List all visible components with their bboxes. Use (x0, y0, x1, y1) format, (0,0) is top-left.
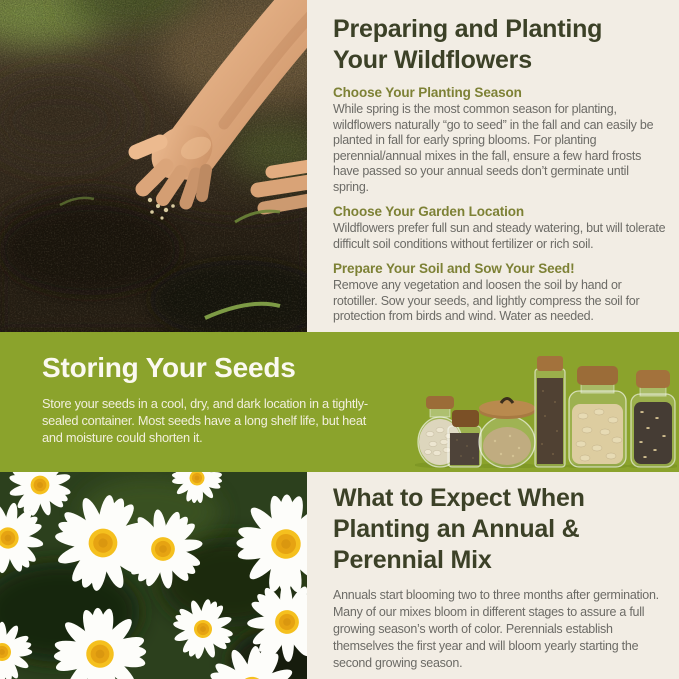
section-preparing-planting (0, 0, 679, 332)
section-storing-seeds (0, 332, 679, 472)
seed-jars-illustration (415, 336, 677, 468)
subsection-prepare-soil (333, 260, 667, 325)
cork-lid (577, 366, 618, 385)
subsection-body: While spring is the most common season for planting, wildflowers naturally “go to seed” in the fall and can easily be planted in fall for early spring blooms. For planting perennial/annual mixes in the fall, ensure a few hard frosts have passed so your annual seeds don’t germinate until spring. (333, 102, 654, 194)
jar-tan-seeds-wide (479, 399, 535, 469)
cork-lid (636, 370, 670, 388)
photo-hand-sowing-seeds (0, 0, 307, 332)
subsection-garden-location (333, 203, 667, 252)
jar-dark-seeds-small (448, 410, 481, 467)
subsection-title: Prepare Your Soil and Sow Your Seed! (333, 261, 575, 276)
hand-sowing-seeds-illustration (0, 0, 307, 332)
subsection-body: Wildflowers prefer full sun and steady watering, but will tolerate difficult soil conditions without fertilizer or rich soil. (333, 221, 666, 251)
title-line: Your Wildflowers (333, 46, 532, 74)
cork-lid (452, 410, 479, 427)
bottom-section-title (333, 483, 667, 576)
cork-lid (537, 356, 563, 371)
title-line: Planting an Annual & (333, 515, 580, 543)
band-body: Store your seeds in a cool, dry, and dark location in a tightly-sealed container. Most seeds have a long shelf life, but heat and moisture could shorten it. (42, 396, 368, 445)
title-line: Preparing and Planting (333, 15, 603, 43)
top-section-title (333, 14, 667, 76)
subsection-body: Remove any vegetation and loosen the soil by hand or rototiller. Sow your seeds, and lightly compress the soil for protection from birds and wind. Water as needed. (333, 278, 640, 323)
section-what-to-expect (0, 472, 679, 679)
subsection-planting-season (333, 84, 667, 195)
title-line: What to Expect When (333, 484, 585, 512)
band-title: Storing Your Seeds (42, 352, 296, 383)
daisies-illustration (0, 472, 307, 679)
photo-daisies (0, 472, 307, 679)
jar-dark-seeds-tall (535, 356, 565, 467)
title-line: Perennial Mix (333, 546, 492, 574)
jar-pumpkin-seeds (569, 366, 626, 467)
what-to-expect-panel (307, 472, 679, 679)
preparing-planting-panel (307, 0, 679, 332)
subsection-title: Choose Your Planting Season (333, 85, 522, 100)
jar-sunflower-seeds (631, 370, 675, 467)
bottom-section-body: Annuals start blooming two to three months after germination. Many of our mixes bloom in different stages to assure a full growing season’s worth of color. Perennials establish themselves the first year and will bloom yearly starting the second growing season. (333, 588, 659, 670)
subsection-title: Choose Your Garden Location (333, 204, 525, 219)
storing-seeds-text (42, 352, 372, 446)
photo-seed-jars (415, 336, 677, 468)
cork-lid (426, 396, 454, 409)
